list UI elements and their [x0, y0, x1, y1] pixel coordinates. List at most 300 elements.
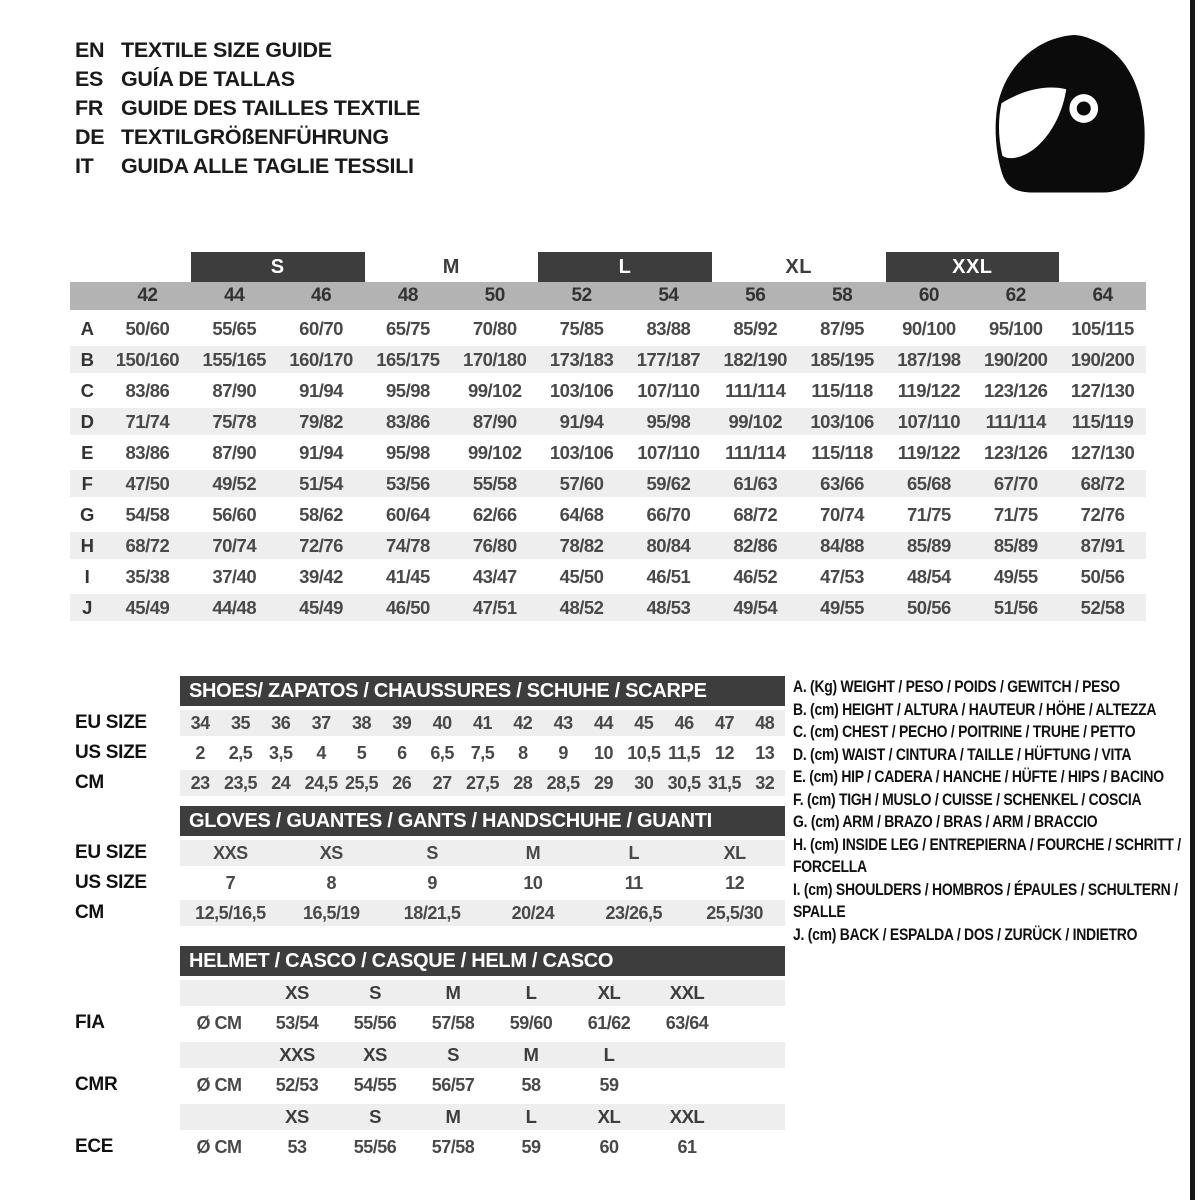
legend-item: C. (cm) CHEST / PECHO / POITRINE / TRUHE / PETTO: [793, 723, 1136, 741]
size-value: 26: [392, 772, 412, 793]
section-title-bar: SHOES/ ZAPATOS / CHAUSSURES / SCHUHE / SCARPE: [180, 676, 785, 706]
page-edge-line: [1190, 0, 1195, 1200]
language-row: [75, 36, 420, 65]
size-value: 25,5/30: [706, 902, 763, 923]
row-label: D: [80, 410, 94, 432]
row-label: I: [84, 565, 90, 587]
size-value: 105/115: [1071, 317, 1134, 339]
size-value: 64/68: [559, 503, 604, 525]
measurement-row: [70, 437, 1146, 468]
measurement-row: [70, 313, 1146, 344]
size-value: 37/40: [212, 565, 257, 587]
size-value: 55/65: [212, 317, 257, 339]
helmet-size-label: L: [525, 1106, 537, 1127]
size-value: 61/62: [587, 1012, 631, 1033]
racing-helmet-icon: [978, 28, 1158, 196]
size-value: 74/78: [386, 534, 430, 556]
size-value: 127/130: [1070, 441, 1135, 463]
size-value: 12: [725, 872, 745, 893]
size-value: 46/51: [646, 565, 691, 587]
measurement-row: [70, 406, 1146, 437]
size-value: 54/58: [125, 503, 170, 525]
size-value: 71/74: [125, 410, 170, 432]
numeric-size: 46: [311, 285, 332, 306]
size-value: M: [525, 842, 541, 863]
size-group-m: M: [442, 256, 460, 278]
legend-item: I. (cm) SHOULDERS / HOMBROS / ÉPAULES / SCHULTERN / SPALLE: [793, 880, 1178, 921]
helmet-size-label: XS: [285, 982, 309, 1003]
size-value: 99/102: [467, 441, 522, 463]
size-value: 59/60: [509, 1012, 553, 1033]
size-value: 75/78: [212, 410, 257, 432]
helmet-size-label: XXS: [279, 1044, 315, 1065]
numeric-size: 54: [658, 285, 679, 306]
size-value: 65/68: [907, 472, 951, 494]
size-value: XL: [723, 842, 746, 863]
size-value: 57/58: [431, 1136, 475, 1157]
helmet-size-label: M: [445, 1106, 461, 1127]
size-value: 95/100: [988, 317, 1043, 339]
size-value: 45/49: [299, 596, 343, 618]
size-value: 173/183: [549, 348, 614, 370]
size-value: 11,5: [668, 742, 701, 763]
legend-item: G. (cm) ARM / BRAZO / BRAS / ARM / BRACCIO: [793, 813, 1098, 831]
size-value: 52/58: [1080, 596, 1125, 618]
row-label: J: [82, 596, 92, 618]
size-value: 8: [326, 872, 336, 893]
size-value: 83/86: [125, 441, 170, 463]
helmet-size-label: M: [523, 1044, 539, 1065]
diameter-unit-label: Ø CM: [196, 1136, 242, 1157]
helmet-size-label: XL: [597, 1106, 621, 1127]
size-value: 123/126: [984, 379, 1048, 401]
size-value: 111/114: [985, 410, 1046, 432]
size-value: 39: [392, 712, 412, 733]
numeric-size: 42: [137, 285, 158, 306]
size-value: 127/130: [1070, 379, 1135, 401]
language-row: [75, 152, 420, 181]
size-value: 28,5: [546, 772, 580, 793]
size-value: 53/56: [386, 472, 430, 494]
measurement-row: [70, 344, 1146, 375]
size-value: 42: [513, 712, 533, 733]
numeric-size: 48: [397, 285, 418, 306]
legend-item: A. (Kg) WEIGHT / PESO / POIDS / GEWITCH / PESO: [793, 678, 1120, 696]
size-value: 68/72: [1080, 472, 1125, 494]
size-value: 37: [311, 712, 331, 733]
size-value: 55/56: [353, 1136, 397, 1157]
diameter-unit-label: Ø CM: [196, 1012, 242, 1033]
size-value: 84/88: [820, 534, 864, 556]
size-value: 80/84: [646, 534, 691, 556]
size-value: 87/90: [212, 441, 257, 463]
helmet-size-label: S: [369, 1106, 381, 1127]
size-value: 85/89: [907, 534, 951, 556]
size-value: 103/106: [549, 379, 614, 401]
size-value: 6: [397, 742, 407, 763]
size-value: 170/180: [463, 348, 527, 370]
size-value: 187/198: [897, 348, 961, 370]
size-group-xl: XL: [785, 256, 812, 278]
size-value: 83/86: [125, 379, 170, 401]
size-value: 18/21,5: [403, 902, 461, 923]
size-value: 4: [316, 742, 326, 763]
size-value: 71/75: [993, 503, 1038, 525]
size-value: 91/94: [559, 410, 604, 432]
section-row: [180, 768, 785, 798]
size-value: 51/54: [299, 472, 343, 494]
size-value: 155/165: [202, 348, 266, 370]
helmet-size-label: XL: [597, 982, 621, 1003]
size-value: 95/98: [646, 410, 691, 432]
size-value: 95/98: [386, 441, 430, 463]
size-value: 49/52: [212, 472, 257, 494]
size-value: 85/92: [733, 317, 778, 339]
helmet-size-label: XXL: [669, 982, 705, 1003]
size-value: 2: [195, 742, 205, 763]
size-value: 16,5/19: [302, 902, 360, 923]
section-side-label: US SIZE: [75, 872, 147, 893]
size-value: 68/72: [125, 534, 170, 556]
size-value: 70/80: [472, 317, 517, 339]
language-code: EN: [75, 38, 105, 62]
helmet-size-label: S: [447, 1044, 459, 1065]
section-row: [180, 868, 785, 898]
row-label: B: [80, 348, 94, 370]
legend-item: E. (cm) HIP / CADERA / HANCHE / HÜFTE / HIPS / BACINO: [793, 768, 1164, 786]
size-value: 71/75: [907, 503, 951, 525]
helmet-size-label: S: [369, 982, 381, 1003]
section-side-label: CM: [75, 902, 104, 923]
size-value: 6,5: [430, 742, 454, 763]
size-value: 51/56: [993, 596, 1038, 618]
size-value: 87/91: [1080, 534, 1125, 556]
language-row: [75, 65, 420, 94]
size-value: 119/122: [897, 441, 961, 463]
size-value: 95/98: [386, 379, 430, 401]
helmet-size-section: [70, 946, 1146, 1166]
size-value: 3,5: [269, 742, 293, 763]
size-value: 44: [593, 712, 613, 733]
size-value: 70/74: [820, 503, 864, 525]
size-value: 54/55: [353, 1074, 397, 1095]
racing-helmet-icon-svg: [978, 28, 1158, 196]
size-value: 59: [521, 1136, 541, 1157]
size-value: 29: [593, 772, 613, 793]
helmet-size-label: XXL: [669, 1106, 705, 1127]
size-value: 9: [558, 742, 568, 763]
size-value: 67/70: [993, 472, 1038, 494]
standard-label: CMR: [75, 1074, 118, 1095]
size-value: 45: [634, 712, 654, 733]
size-value: 150/160: [115, 348, 180, 370]
size-value: 53: [287, 1136, 307, 1157]
size-value: 87/95: [820, 317, 864, 339]
row-label: C: [80, 379, 94, 401]
size-value: 55/58: [472, 472, 517, 494]
size-value: 107/110: [637, 379, 700, 401]
language-code: FR: [75, 96, 104, 120]
numeric-size-row: [70, 282, 1146, 310]
row-label: G: [80, 503, 94, 525]
size-value: 99/102: [728, 410, 783, 432]
size-value: 31,5: [707, 772, 742, 793]
size-value: 111/114: [725, 441, 786, 463]
size-value: 23: [190, 772, 210, 793]
language-code: DE: [75, 125, 105, 149]
helmet-size-label: XS: [363, 1044, 387, 1065]
size-value: 190/200: [1070, 348, 1135, 370]
textile-size-table: [70, 250, 1146, 623]
size-value: 2,5: [228, 742, 253, 763]
size-value: 56/60: [212, 503, 257, 525]
size-value: XS: [319, 842, 343, 863]
size-value: 85/89: [993, 534, 1038, 556]
size-value: 103/106: [549, 441, 614, 463]
section-title-bar: GLOVES / GUANTES / GANTS / HANDSCHUHE / GUANTI: [180, 806, 785, 836]
size-value: 46/52: [733, 565, 778, 587]
size-value: 87/90: [212, 379, 257, 401]
size-value: 50/56: [907, 596, 951, 618]
size-value: 10: [523, 872, 543, 893]
helmet-size-label-row: [180, 1040, 785, 1070]
size-group-s: S: [191, 252, 365, 282]
size-value: 59/62: [646, 472, 691, 494]
measurement-row: [70, 592, 1146, 623]
measurement-row: [70, 499, 1146, 530]
size-value: 57/58: [431, 1012, 475, 1033]
size-value: S: [426, 842, 438, 863]
section-side-label: EU SIZE: [75, 842, 147, 863]
size-value: 90/100: [902, 317, 956, 339]
measurement-row: [70, 468, 1146, 499]
size-value: 23/26,5: [605, 902, 663, 923]
helmet-size-label: M: [445, 982, 461, 1003]
numeric-size: 56: [745, 285, 766, 306]
section-row: [180, 898, 785, 928]
size-value: 39/42: [299, 565, 343, 587]
size-value: 107/110: [897, 410, 961, 432]
size-value: 68/72: [733, 503, 778, 525]
size-value: 56/57: [431, 1074, 475, 1095]
size-value: 160/170: [289, 348, 353, 370]
size-value: 115/118: [811, 379, 873, 401]
size-value: 5: [356, 742, 367, 763]
helmet-value-row: [180, 1008, 785, 1038]
size-value: 48/52: [559, 596, 604, 618]
helmet-size-label: L: [603, 1044, 615, 1065]
language-label: TEXTILE SIZE GUIDE: [121, 38, 332, 62]
size-value: 61/63: [733, 472, 778, 494]
size-value: 49/55: [993, 565, 1038, 587]
numeric-size: 64: [1092, 285, 1113, 306]
numeric-size: 44: [224, 285, 245, 306]
size-value: 75/85: [559, 317, 604, 339]
size-value: 20/24: [511, 902, 555, 923]
legend-item: H. (cm) INSIDE LEG / ENTREPIERNA / FOURCHE / SCHRITT / FORCELLA: [793, 835, 1181, 876]
helmet-value-row: [180, 1132, 785, 1162]
size-value: 103/106: [810, 410, 874, 432]
size-value: 47: [714, 712, 734, 733]
size-value: 48/53: [646, 596, 691, 618]
size-value: 35: [230, 712, 250, 733]
size-value: 30: [634, 772, 654, 793]
size-value: 49/54: [733, 596, 778, 618]
helmet-size-label: XS: [285, 1106, 309, 1127]
size-value: 7,5: [470, 742, 495, 763]
size-value: 72/76: [299, 534, 343, 556]
size-value: 63/66: [820, 472, 864, 494]
size-value: 63/64: [665, 1012, 709, 1033]
row-label: H: [80, 534, 94, 556]
size-value: 47/50: [125, 472, 170, 494]
size-value: 111/114: [725, 379, 786, 401]
size-value: 45/50: [559, 565, 604, 587]
section-row: [180, 708, 785, 738]
language-code: IT: [75, 154, 94, 178]
size-value: 91/94: [299, 379, 343, 401]
size-value: 82/86: [733, 534, 778, 556]
size-value: 41: [472, 712, 492, 733]
size-value: 65/75: [386, 317, 430, 339]
size-group-header-row: [70, 250, 1146, 282]
language-row: [75, 94, 420, 123]
size-value: 7: [225, 872, 236, 893]
standard-label: ECE: [75, 1136, 114, 1157]
size-value: 60/64: [386, 503, 430, 525]
section-title-bar: HELMET / CASCO / CASQUE / HELM / CASCO: [180, 946, 785, 976]
size-value: 27: [432, 772, 452, 793]
size-value: 61: [677, 1136, 697, 1157]
legend-item: F. (cm) TIGH / MUSLO / CUISSE / SCHENKEL / COSCIA: [793, 790, 1142, 809]
size-value: 72/76: [1080, 503, 1125, 525]
size-value: 60/70: [299, 317, 343, 339]
size-value: 41/45: [386, 565, 430, 587]
size-value: 83/88: [646, 317, 691, 339]
size-value: 177/187: [636, 348, 701, 370]
size-value: 12: [714, 742, 734, 763]
size-value: 36: [271, 712, 291, 733]
size-value: L: [628, 842, 639, 863]
size-value: 47/53: [820, 565, 864, 587]
size-value: 83/86: [386, 410, 430, 432]
size-value: 24,5: [304, 772, 338, 793]
section-row: [180, 738, 785, 768]
size-value: 70/74: [212, 534, 257, 556]
size-value: 24: [271, 772, 291, 793]
language-label: GUIDA ALLE TAGLIE TESSILI: [121, 154, 414, 178]
numeric-size: 62: [1005, 285, 1026, 306]
legend-item: D. (cm) WAIST / CINTURA / TAILLE / HÜFTUNG / VITA: [793, 745, 1132, 764]
language-label: GUIDE DES TAILLES TEXTILE: [121, 96, 421, 120]
size-value: 30,5: [667, 772, 701, 793]
size-value: 12,5/16,5: [195, 902, 266, 923]
size-value: 52/53: [275, 1074, 319, 1095]
size-value: 27,5: [465, 772, 500, 793]
language-row: [75, 123, 420, 152]
size-value: 23,5: [223, 772, 258, 793]
size-value: 46/50: [386, 596, 430, 618]
size-value: 165/175: [376, 348, 440, 370]
size-value: 66/70: [646, 503, 691, 525]
size-value: 76/80: [472, 534, 517, 556]
numeric-size: 52: [571, 285, 592, 306]
size-value: 79/82: [299, 410, 343, 432]
size-value: 32: [755, 772, 775, 793]
size-value: 107/110: [637, 441, 700, 463]
size-value: 28: [513, 772, 533, 793]
measurement-legend: [793, 676, 1190, 946]
size-value: 185/195: [810, 348, 874, 370]
helmet-size-label-row: [180, 978, 785, 1008]
language-title-block: [75, 36, 420, 181]
size-value: 35/38: [125, 565, 170, 587]
size-value: 50/60: [125, 317, 170, 339]
measurement-row: [70, 530, 1146, 561]
numeric-size: 50: [484, 285, 505, 306]
row-label: A: [80, 317, 94, 339]
size-value: 48: [755, 712, 775, 733]
size-value: 78/82: [559, 534, 604, 556]
size-value: 8: [518, 742, 528, 763]
size-value: 45/49: [125, 596, 170, 618]
size-value: 58/62: [299, 503, 343, 525]
size-value: 46: [674, 712, 694, 733]
size-value: 25,5: [344, 772, 379, 793]
language-code: ES: [75, 67, 104, 91]
standard-label: FIA: [75, 1012, 105, 1033]
numeric-size: 60: [918, 285, 939, 306]
size-value: 60: [599, 1136, 619, 1157]
size-value: 13: [755, 742, 775, 763]
size-value: 50/56: [1080, 565, 1125, 587]
size-value: 10,5: [627, 742, 661, 763]
size-value: 43/47: [472, 565, 517, 587]
measurement-rows: [70, 313, 1146, 623]
row-label: F: [81, 472, 93, 494]
size-value: 87/90: [472, 410, 517, 432]
size-value: 11: [624, 872, 643, 893]
size-value: 43: [553, 712, 573, 733]
diameter-unit-label: Ø CM: [196, 1074, 242, 1095]
size-value: 119/122: [897, 379, 961, 401]
size-value: 62/66: [472, 503, 517, 525]
language-label: GUÍA DE TALLAS: [121, 67, 295, 91]
language-label: TEXTILGRÖßENFÜHRUNG: [121, 125, 389, 149]
size-value: 91/94: [299, 441, 343, 463]
size-value: 40: [432, 712, 452, 733]
helmet-size-label-row: [180, 1102, 785, 1132]
size-value: 59: [599, 1074, 619, 1095]
measurement-row: [70, 561, 1146, 592]
size-group-l: L: [538, 252, 712, 282]
row-label: E: [81, 441, 93, 463]
size-value: 48/54: [907, 565, 951, 587]
size-value: 10: [593, 742, 613, 763]
size-value: 49/55: [820, 596, 864, 618]
size-value: 123/126: [984, 441, 1048, 463]
size-value: 9: [427, 872, 437, 893]
numeric-size: 58: [832, 285, 853, 306]
size-value: 58: [521, 1074, 541, 1095]
size-value: 47/51: [472, 596, 517, 618]
size-value: XXS: [213, 842, 248, 863]
size-value: 190/200: [984, 348, 1048, 370]
size-group-xxl: XXL: [886, 252, 1060, 282]
measurement-row: [70, 375, 1146, 406]
helmet-size-label: L: [525, 982, 537, 1003]
size-value: 115/118: [811, 441, 873, 463]
